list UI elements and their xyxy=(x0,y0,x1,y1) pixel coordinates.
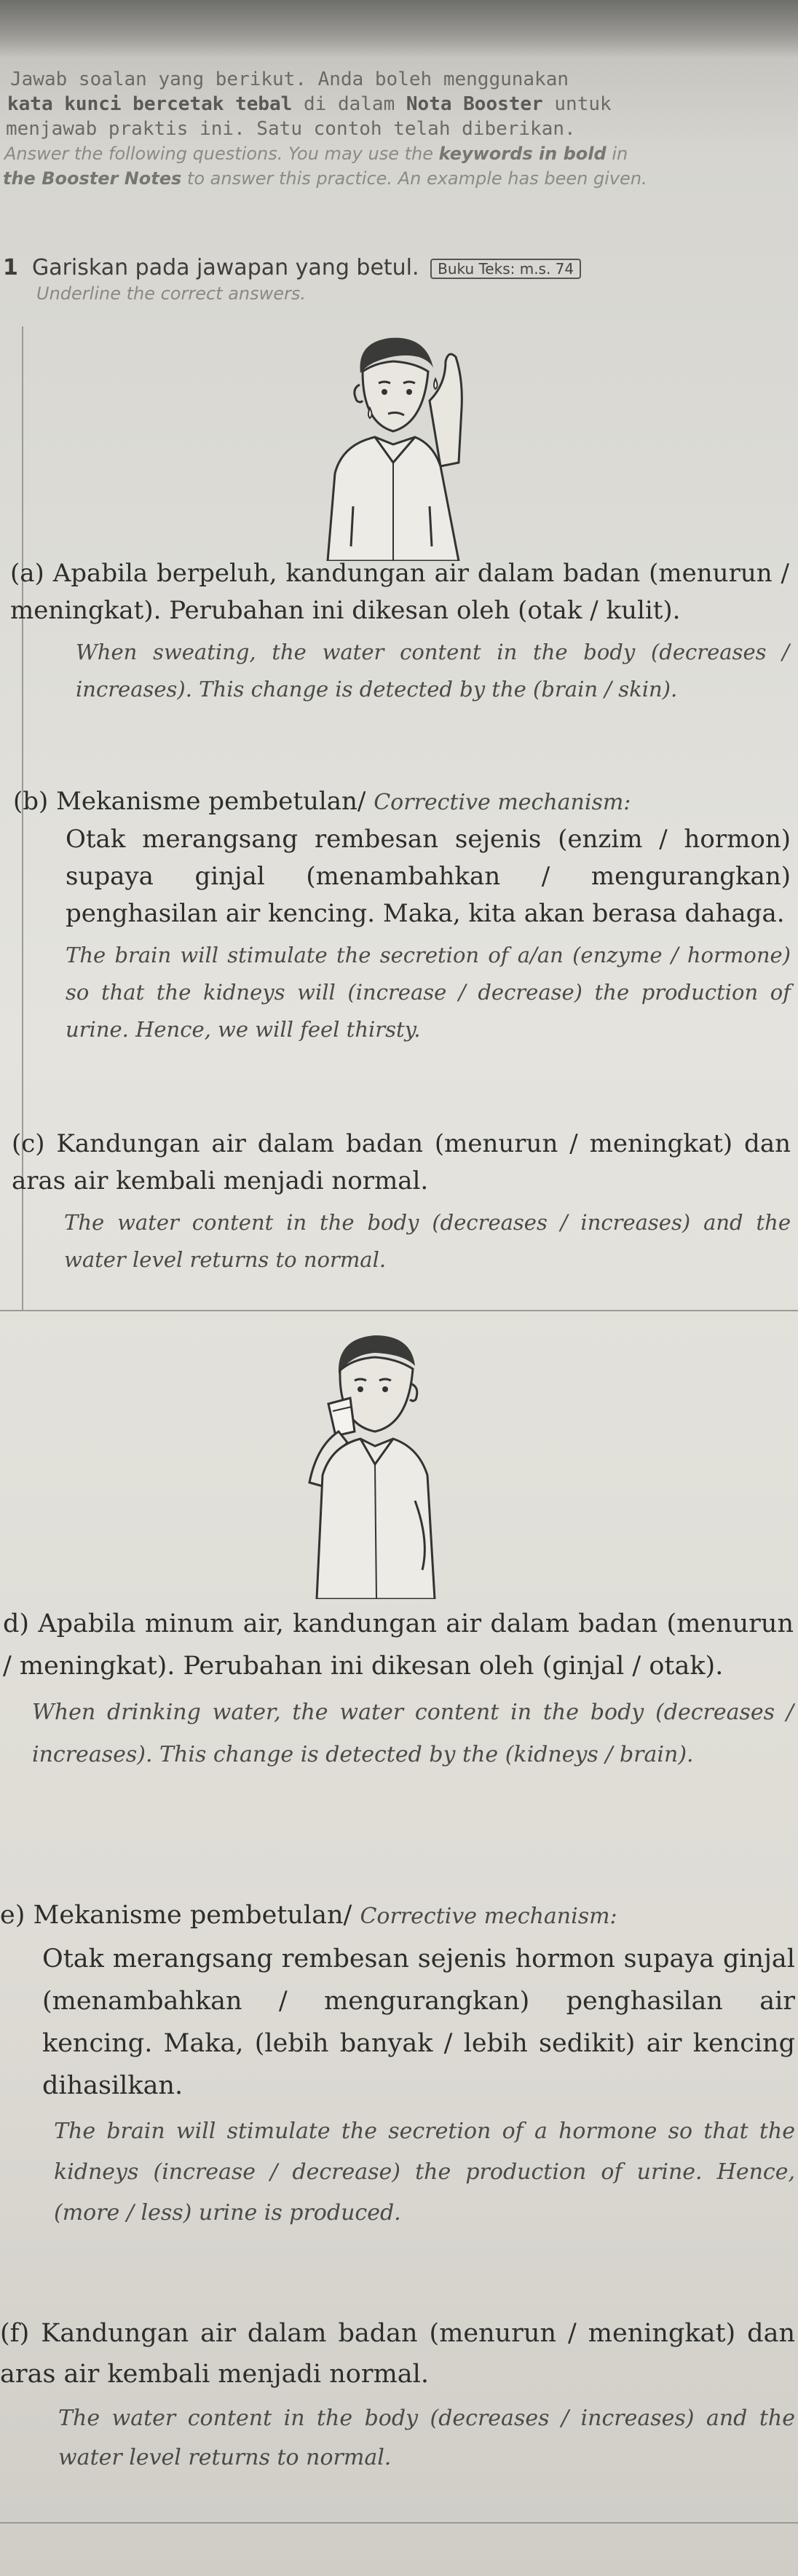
intro-line-1: Jawab soalan yang berikut. Anda boleh menggunakan xyxy=(10,68,569,90)
item-c-text: Kandungan air dalam badan (menurun / meningkat) dan aras air kembali menjadi normal. xyxy=(12,1129,791,1195)
intro-bold-notes-en: the Booster Notes xyxy=(3,168,182,189)
textbook-reference: Buku Teks: m.s. 74 xyxy=(430,259,581,279)
bottom-divider xyxy=(0,2522,798,2524)
item-e-title xyxy=(0,1894,795,1938)
intro-text: in xyxy=(606,144,628,164)
instruction-text: Gariskan pada jawapan yang betul. xyxy=(31,255,419,280)
item-f-text: Kandungan air dalam badan (menurun / meningkat) dan aras air kembali menjadi normal. xyxy=(0,2319,795,2389)
intro-bold-keywords-en: keywords in bold xyxy=(438,144,607,164)
item-e-en: The brain will stimulate the secretion of a hormone so that the kidneys (increase / decrease) the production of urine. Hence, (more / less) urine is produced. xyxy=(54,2118,795,2226)
item-a-en: When sweating, the water content in the body (decreases / increases). This change is detected by the (brain / skin). xyxy=(76,640,789,702)
item-d-ms xyxy=(3,1603,794,1687)
mechanism-title: Mekanisme pembetulan/ xyxy=(56,787,366,816)
item-a-ms xyxy=(10,555,789,629)
item-label: (b) xyxy=(13,787,49,816)
question-instruction xyxy=(0,255,786,280)
intro-line-5 xyxy=(0,166,786,191)
item-d-text: Apabila minum air, kandungan air dalam badan (menurun / meningkat). Perubahan ini dikesan oleh (ginjal / otak). xyxy=(3,1609,794,1681)
intro-instructions xyxy=(0,67,786,191)
question-number: 1 xyxy=(3,255,18,280)
question-header xyxy=(0,255,786,304)
item-label: (a) xyxy=(10,559,44,588)
item-c xyxy=(0,1126,798,1279)
mechanism-title-en: Corrective mechanism: xyxy=(360,1904,617,1929)
item-label: (f) xyxy=(0,2319,30,2348)
item-a xyxy=(0,555,798,708)
intro-text: to answer this practice. An example has been given. xyxy=(181,168,647,189)
intro-bold-notes: Nota Booster xyxy=(406,93,543,115)
item-d xyxy=(0,1603,798,1776)
boy-drinking-icon xyxy=(266,1322,491,1599)
item-c-ms xyxy=(12,1126,791,1200)
mechanism-title-en: Corrective mechanism: xyxy=(374,790,631,815)
question-instruction-en: Underline the correct answers. xyxy=(36,283,307,304)
intro-line-2 xyxy=(0,92,786,117)
page-shadow xyxy=(0,0,798,58)
intro-line-4 xyxy=(0,141,786,166)
item-b-en: The brain will stimulate the secretion of a/an (enzyme / hormone) so that the kidneys will (increase / decrease) the production of urine. Hence, we will feel thirsty. xyxy=(66,943,791,1042)
item-b-ms: Otak merangsang rembesan sejenis (enzim / hormon) supaya ginjal (menambahkan / mengurangkan) penghasilan air kencing. Maka, kita akan berasa dahaga. xyxy=(66,825,791,928)
item-a-text: Apabila berpeluh, kandungan air dalam badan (menurun / meningkat). Perubahan ini dikesan oleh (otak / kulit). xyxy=(10,559,789,625)
intro-line-3: menjawab praktis ini. Satu contoh telah diberikan. xyxy=(6,118,576,140)
item-label: d) xyxy=(3,1609,30,1638)
intro-bold-keywords: kata kunci bercetak tebal xyxy=(7,93,293,115)
item-f-ms xyxy=(0,2313,795,2395)
intro-text: Answer the following questions. You may use the xyxy=(4,144,439,164)
item-b xyxy=(0,783,798,1048)
item-f xyxy=(0,2313,798,2478)
section-divider xyxy=(0,1310,798,1311)
boy-sweating-icon xyxy=(284,328,524,561)
item-d-en: When drinking water, the water content in the body (decreases / increases). This change is detected by the (kidneys / brain). xyxy=(32,1700,794,1767)
item-e xyxy=(0,1894,798,2234)
intro-text: di dalam xyxy=(292,93,406,115)
intro-text: untuk xyxy=(542,93,612,115)
item-label: e) xyxy=(0,1901,25,1930)
item-e-ms: Otak merangsang rembesan sejenis hormon supaya ginjal (menambahkan / mengurangkan) penghasilan air kencing. Maka, (lebih banyak / lebih sedikit) air kencing dihasilkan. xyxy=(42,1944,795,2100)
item-c-en: The water content in the body (decreases / increases) and the water level returns to normal. xyxy=(64,1210,791,1272)
item-f-en: The water content in the body (decreases / increases) and the water level returns to normal. xyxy=(58,2406,795,2470)
mechanism-title: Mekanisme pembetulan/ xyxy=(33,1901,352,1930)
item-label: (c) xyxy=(12,1129,45,1158)
item-b-title xyxy=(13,783,791,821)
